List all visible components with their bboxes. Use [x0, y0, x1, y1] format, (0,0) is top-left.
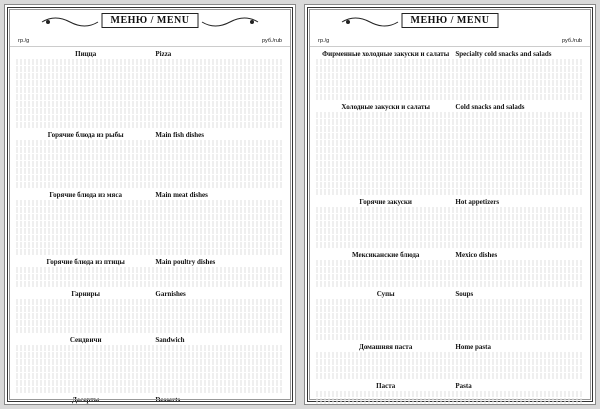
menu-item-row — [316, 80, 584, 86]
section-title-en: Garnishes — [155, 290, 186, 298]
section-title — [10, 290, 290, 298]
menu-page-right — [304, 4, 596, 405]
ornament-left — [340, 14, 400, 30]
menu-section — [310, 50, 590, 100]
menu-item-row — [316, 182, 584, 188]
section-title-en: Cold snacks and salads — [455, 103, 525, 111]
section-title — [310, 382, 590, 390]
menu-item-row — [316, 352, 584, 358]
section-title-en: Pasta — [455, 382, 472, 390]
menu-item-row — [316, 66, 584, 72]
menu-item-row — [16, 249, 284, 255]
section-title — [10, 258, 290, 266]
menu-item-row — [316, 327, 584, 333]
menu-sections — [10, 50, 290, 405]
section-title-en: Pizza — [155, 50, 172, 58]
menu-item-row — [16, 313, 284, 319]
menu-item-row — [16, 306, 284, 312]
menu-item-row — [316, 161, 584, 167]
menu-item-row — [16, 320, 284, 326]
menu-item-row — [316, 221, 584, 227]
section-title-ru: Паста — [376, 382, 396, 390]
section-title-ru: Горячие блюда из рыбы — [47, 131, 124, 139]
menu-item-row — [16, 345, 284, 351]
menu-item-row — [316, 189, 584, 195]
menu-section — [310, 382, 590, 405]
menu-item-row — [16, 221, 284, 227]
menu-item-row — [16, 387, 284, 393]
menu-item-row — [16, 359, 284, 365]
section-title-en: Mexico dishes — [455, 251, 498, 259]
menu-item-row — [16, 352, 284, 358]
menu-item-row — [316, 87, 584, 93]
menu-item-row — [316, 133, 584, 139]
menu-item-row — [316, 140, 584, 146]
section-title-ru: Горячие блюда из птицы — [46, 258, 125, 266]
menu-item-row — [16, 235, 284, 241]
menu-item-row — [316, 373, 584, 379]
section-title-en: Specialty cold snacks and salads — [455, 50, 552, 58]
menu-item-row — [16, 200, 284, 206]
menu-item-row — [316, 119, 584, 125]
menu-item-row — [16, 59, 284, 65]
menu-item-row — [16, 147, 284, 153]
section-title — [10, 191, 290, 199]
menu-section — [10, 290, 290, 333]
section-title-ru: Гарниры — [71, 290, 100, 298]
menu-item-row — [16, 101, 284, 107]
menu-item-row — [316, 242, 584, 248]
section-title-ru: Сендвичи — [69, 336, 102, 344]
section-title-en: Main fish dishes — [155, 131, 204, 139]
section-title-en: Home pasta — [455, 343, 491, 351]
menu-item-row — [316, 168, 584, 174]
menu-item-row — [316, 147, 584, 153]
menu-section — [10, 258, 290, 287]
menu-item-row — [16, 73, 284, 79]
section-title-en: Hot appetizers — [455, 198, 500, 206]
menu-item-row — [16, 175, 284, 181]
menu-section — [310, 251, 590, 287]
menu-item-row — [316, 175, 584, 181]
menu-item-row — [16, 66, 284, 72]
menu-item-row — [16, 214, 284, 220]
section-title-ru: Супы — [376, 290, 395, 298]
menu-item-row — [316, 359, 584, 365]
menu-item-row — [316, 260, 584, 266]
section-title-en: Desserts — [155, 396, 181, 404]
menu-section — [10, 191, 290, 255]
menu-item-row — [316, 267, 584, 273]
column-units — [10, 38, 290, 47]
menu-item-row — [16, 281, 284, 287]
menu-item-row — [316, 366, 584, 372]
menu-item-row — [16, 228, 284, 234]
section-title-en: Main meat dishes — [155, 191, 208, 199]
menu-item-row — [16, 274, 284, 280]
section-title-ru: Десерты — [72, 396, 100, 404]
section-title — [310, 50, 590, 58]
menu-section — [310, 198, 590, 248]
section-title-ru: Фирменные холодные закуски и салаты — [322, 50, 450, 58]
menu-sections — [310, 50, 590, 405]
menu-item-row — [316, 126, 584, 132]
ornament-right — [200, 14, 260, 30]
menu-item-row — [316, 320, 584, 326]
menu-item-row — [16, 140, 284, 146]
section-title-ru: Пицца — [75, 50, 97, 58]
menu-item-row — [16, 168, 284, 174]
menu-item-row — [16, 207, 284, 213]
menu-item-row — [316, 398, 584, 404]
menu-item-row — [316, 334, 584, 340]
price-label: руб./rub — [262, 38, 282, 44]
menu-item-row — [316, 154, 584, 160]
section-title — [10, 336, 290, 344]
section-title — [310, 103, 590, 111]
section-title — [310, 290, 590, 298]
menu-title: МЕНЮ / MENU — [102, 13, 199, 28]
section-title — [310, 251, 590, 259]
menu-item-row — [16, 161, 284, 167]
menu-item-row — [16, 242, 284, 248]
menu-item-row — [16, 94, 284, 100]
page-header — [310, 8, 590, 36]
menu-item-row — [316, 59, 584, 65]
menu-item-row — [316, 235, 584, 241]
weight-label: гр./g — [318, 38, 330, 44]
menu-section — [310, 290, 590, 340]
menu-item-row — [316, 274, 584, 280]
menu-item-row — [16, 87, 284, 93]
section-title-ru: Горячие закуски — [359, 198, 412, 206]
menu-item-row — [16, 267, 284, 273]
menu-item-row — [16, 122, 284, 128]
menu-item-row — [316, 112, 584, 118]
menu-item-row — [316, 228, 584, 234]
menu-item-row — [16, 299, 284, 305]
menu-title: МЕНЮ / MENU — [402, 13, 499, 28]
section-title-en: Sandwich — [155, 336, 185, 344]
section-title-ru: Холодные закуски и салаты — [341, 103, 430, 111]
section-title-ru: Мексиканские блюда — [352, 251, 420, 259]
section-title — [310, 343, 590, 351]
menu-item-row — [16, 115, 284, 121]
menu-item-row — [16, 182, 284, 188]
menu-section — [10, 336, 290, 393]
menu-item-row — [316, 306, 584, 312]
section-title — [310, 198, 590, 206]
price-label: руб./rub — [562, 38, 582, 44]
section-title — [10, 50, 290, 58]
menu-item-row — [316, 299, 584, 305]
ornament-left — [40, 14, 100, 30]
column-units — [310, 38, 590, 47]
menu-section — [10, 50, 290, 128]
menu-item-row — [316, 214, 584, 220]
menu-item-row — [16, 373, 284, 379]
section-title — [10, 396, 290, 404]
weight-label: гр./g — [18, 38, 30, 44]
section-title-en: Soups — [455, 290, 474, 298]
menu-item-row — [16, 380, 284, 386]
menu-item-row — [16, 108, 284, 114]
section-title-ru: Домашняя паста — [359, 343, 413, 351]
section-title-ru: Горячие блюда из мяса — [49, 191, 123, 199]
menu-section — [10, 131, 290, 188]
menu-item-row — [16, 366, 284, 372]
section-title — [10, 131, 290, 139]
menu-item-row — [316, 281, 584, 287]
menu-section — [310, 103, 590, 195]
menu-section — [310, 343, 590, 379]
menu-item-row — [16, 154, 284, 160]
menu-item-row — [316, 391, 584, 397]
menu-page-left — [4, 4, 296, 405]
menu-item-row — [316, 207, 584, 213]
section-title-en: Main poultry dishes — [155, 258, 216, 266]
menu-item-row — [16, 327, 284, 333]
menu-section — [10, 396, 290, 405]
menu-item-row — [316, 313, 584, 319]
menu-item-row — [16, 80, 284, 86]
menu-item-row — [316, 73, 584, 79]
page-header — [10, 8, 290, 36]
menu-item-row — [316, 94, 584, 100]
